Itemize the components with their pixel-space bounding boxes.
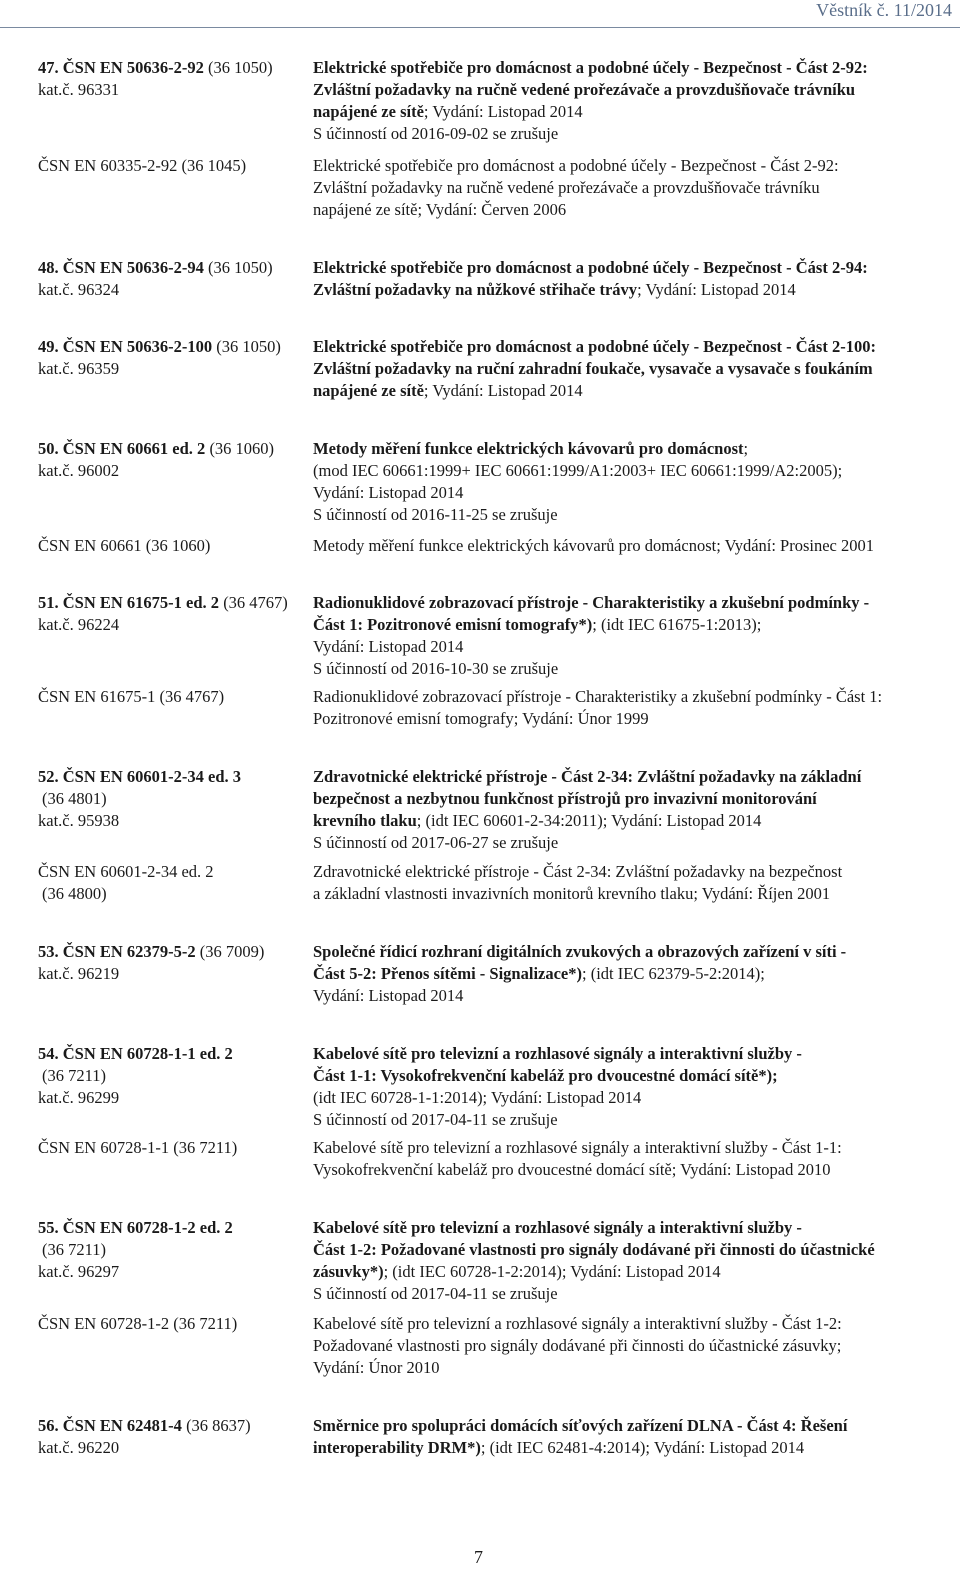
title-line: Část 1-1: Vysokofrekvenční kabeláž pro dvoucestné domácí sítě*); <box>313 1066 778 1085</box>
edition: ; (idt IEC 60601-2-34:2011); Vydání: Listopad 2014 <box>416 811 762 830</box>
standard-code: ČSN EN 60728-1-1 ed. 2 <box>62 1044 233 1063</box>
edition: Vydání: Listopad 2014 <box>313 637 464 656</box>
class-code: (36 7211) <box>42 1066 107 1085</box>
catalog-number: kat.č. 96324 <box>38 280 120 299</box>
class-code: (36 1050) <box>212 337 281 356</box>
class-code: (36 1050) <box>203 258 273 277</box>
title-line: napájené ze sítě <box>313 102 424 121</box>
title-line: Metody měření funkce elektrických kávovarů pro domácnost; Vydání: Prosinec 2001 <box>313 536 875 555</box>
title-line: Zdravotnické elektrické přístroje - Část 2-34: Zvláštní požadavky na základní <box>313 767 862 786</box>
title-line: Kabelové sítě pro televizní a rozhlasové signály a interaktivní služby - <box>313 1218 802 1237</box>
standard-code: ČSN EN 61675-1 ed. 2 <box>62 593 220 612</box>
replaced-standard-code: ČSN EN 60335-2-92 (36 1045) <box>38 156 247 175</box>
title-line: Zvláštní požadavky na ručně vedené prořezávače a provzdušňovače trávníku <box>313 178 820 197</box>
edition: napájené ze sítě; Vydání: Červen 2006 <box>313 200 567 219</box>
effective-note: S účinností od 2017-04-11 se zrušuje <box>313 1110 558 1129</box>
class-code: (36 1050) <box>203 58 273 77</box>
catalog-number: kat.č. 95938 <box>38 811 120 830</box>
class-code: (36 1060) <box>205 439 275 458</box>
class-code: (36 7009) <box>195 942 265 961</box>
title-line: Kabelové sítě pro televizní a rozhlasové signály a interaktivní služby - Část 1-1: <box>313 1138 842 1157</box>
entry-number: 51. <box>38 593 59 612</box>
edition: ; (idt IEC 60728-1-2:2014); Vydání: Listopad 2014 <box>383 1262 721 1281</box>
replaced-standard-code: ČSN EN 60601-2-34 ed. 2 <box>38 862 214 881</box>
effective-note: S účinností od 2016-11-25 se zrušuje <box>313 505 558 524</box>
title-line: Společné řídicí rozhraní digitálních zvukových a obrazových zařízení v síti - <box>313 942 847 961</box>
catalog-number: kat.č. 96331 <box>38 80 120 99</box>
title-line: Elektrické spotřebiče pro domácnost a podobné účely - Bezpečnost - Část 2-100: <box>313 337 876 356</box>
standard-code: ČSN EN 60661 ed. 2 <box>62 439 206 458</box>
title-line: Směrnice pro spolupráci domácích síťových zařízení DLNA - Část 4: Řešení <box>313 1416 848 1435</box>
header-rule <box>0 27 960 28</box>
catalog-number: kat.č. 96220 <box>38 1438 120 1457</box>
title-line: interoperability DRM*) <box>313 1438 481 1457</box>
idt-reference: ; (idt IEC 61675-1:2013); <box>592 615 762 634</box>
standard-code: ČSN EN 50636-2-100 <box>62 337 213 356</box>
entry-number: 52. <box>38 767 59 786</box>
effective-note: S účinností od 2017-06-27 se zrušuje <box>313 833 559 852</box>
idt-reference: (mod IEC 60661:1999+ IEC 60661:1999/A1:2003+ IEC 60661:1999/A2:2005); <box>313 461 843 480</box>
title-line: Elektrické spotřebiče pro domácnost a podobné účely - Bezpečnost - Část 2-92: <box>313 58 868 77</box>
edition: ; Vydání: Listopad 2014 <box>637 280 796 299</box>
entry-number: 49. <box>38 337 59 356</box>
idt-reference: ; (idt IEC 62379-5-2:2014); <box>582 964 765 983</box>
entry-number: 55. <box>38 1218 59 1237</box>
title-line: Radionuklidové zobrazovací přístroje - Charakteristiky a zkušební podmínky - <box>313 593 870 612</box>
effective-note: S účinností od 2016-10-30 se zrušuje <box>313 659 559 678</box>
edition: Vydání: Únor 2010 <box>313 1358 440 1377</box>
title-line: zásuvky*) <box>313 1262 384 1281</box>
title-line: Metody měření funkce elektrických kávovarů pro domácnost <box>313 439 744 458</box>
title-line: Zvláštní požadavky na ručně vedené prořezávače a provzdušňovače trávníku <box>313 80 856 99</box>
class-code: (36 4767) <box>219 593 288 612</box>
entry-number: 54. <box>38 1044 59 1063</box>
page-number: 7 <box>474 1547 483 1567</box>
title-line: Zvláštní požadavky na nůžkové střihače trávy <box>313 280 638 299</box>
effective-note: S účinností od 2016-09-02 se zrušuje <box>313 124 559 143</box>
title-line: Část 1: Pozitronové emisní tomografy*) <box>313 615 593 634</box>
standard-code: ČSN EN 62379-5-2 <box>62 942 196 961</box>
edition: Pozitronové emisní tomografy; Vydání: Únor 1999 <box>313 709 649 728</box>
title-line: Radionuklidové zobrazovací přístroje - Charakteristiky a zkušební podmínky - Část 1: <box>313 687 883 706</box>
catalog-number: kat.č. 96359 <box>38 359 120 378</box>
standard-code: ČSN EN 50636-2-94 <box>62 258 204 277</box>
title-line: Zvláštní požadavky na ruční zahradní foukače, vysavače a vysavače s foukáním <box>313 359 873 378</box>
edition: ; Vydání: Listopad 2014 <box>423 102 583 121</box>
title-line: Elektrické spotřebiče pro domácnost a podobné účely - Bezpečnost - Část 2-92: <box>313 156 839 175</box>
catalog-number: kat.č. 96219 <box>38 964 120 983</box>
title-line: Část 1-2: Požadované vlastnosti pro signály dodávané při činnosti do účastnické <box>313 1240 875 1259</box>
entry-number: 50. <box>38 439 59 458</box>
journal-header: Věstník č. 11/2014 <box>816 0 952 20</box>
idt-reference: ; (idt IEC 62481-4:2014); Vydání: Listopad 2014 <box>480 1438 805 1457</box>
title-line: Část 5-2: Přenos sítěmi - Signalizace*) <box>313 964 582 983</box>
standard-code: ČSN EN 62481-4 <box>62 1416 182 1435</box>
replaced-standard-code: ČSN EN 60661 (36 1060) <box>38 536 211 555</box>
entry-number: 53. <box>38 942 59 961</box>
title-line: bezpečnost a nezbytnou funkčnost přístrojů pro invazivní monitorování <box>313 789 817 808</box>
entry-47-id <box>38 57 308 101</box>
title-line: Kabelové sítě pro televizní a rozhlasové signály a interaktivní služby - Část 1-2: <box>313 1314 842 1333</box>
replaced-standard-code: ČSN EN 60728-1-2 (36 7211) <box>38 1314 238 1333</box>
edition: Vydání: Listopad 2014 <box>313 483 464 502</box>
title-line: napájené ze sítě <box>313 381 424 400</box>
edition: ; Vydání: Listopad 2014 <box>423 381 583 400</box>
entry-47-title <box>313 57 948 145</box>
title-line: Elektrické spotřebiče pro domácnost a podobné účely - Bezpečnost - Část 2-94: <box>313 258 868 277</box>
title-line: Kabelové sítě pro televizní a rozhlasové signály a interaktivní služby - <box>313 1044 802 1063</box>
replaced-standard-code: ČSN EN 60728-1-1 (36 7211) <box>38 1138 238 1157</box>
catalog-number: kat.č. 96299 <box>38 1088 120 1107</box>
catalog-number: kat.č. 96002 <box>38 461 120 480</box>
class-code: (36 7211) <box>42 1240 107 1259</box>
class-code: (36 4801) <box>42 789 107 808</box>
standard-code: ČSN EN 60728-1-2 ed. 2 <box>62 1218 233 1237</box>
edition: a základní vlastnosti invazivních monitorů krevního tlaku; Vydání: Říjen 2001 <box>313 884 831 903</box>
standard-code: ČSN EN 60601-2-34 ed. 3 <box>62 767 242 786</box>
title-line: Požadované vlastnosti pro signály dodávané při činnosti do účastnické zásuvky; <box>313 1336 842 1355</box>
entry-number: 56. <box>38 1416 59 1435</box>
effective-note: S účinností od 2017-04-11 se zrušuje <box>313 1284 558 1303</box>
replaced-standard-code: ČSN EN 61675-1 (36 4767) <box>38 687 225 706</box>
class-code: (36 8637) <box>181 1416 251 1435</box>
edition: Vydání: Listopad 2014 <box>313 986 464 1005</box>
edition: (idt IEC 60728-1-1:2014); Vydání: Listopad 2014 <box>313 1088 642 1107</box>
catalog-number: kat.č. 96297 <box>38 1262 120 1281</box>
standard-code: ČSN EN 50636-2-92 <box>62 58 204 77</box>
title-line: krevního tlaku <box>313 811 417 830</box>
entry-number: 48. <box>38 258 59 277</box>
edition: Vysokofrekvenční kabeláž pro dvoucestné domácí sítě; Vydání: Listopad 2010 <box>313 1160 831 1179</box>
title-line: Zdravotnické elektrické přístroje - Část 2-34: Zvláštní požadavky na bezpečnost <box>313 862 843 881</box>
class-code: (36 4800) <box>42 884 107 903</box>
catalog-number: kat.č. 96224 <box>38 615 120 634</box>
entry-number: 47. <box>38 58 59 77</box>
punctuation: ; <box>743 439 749 458</box>
